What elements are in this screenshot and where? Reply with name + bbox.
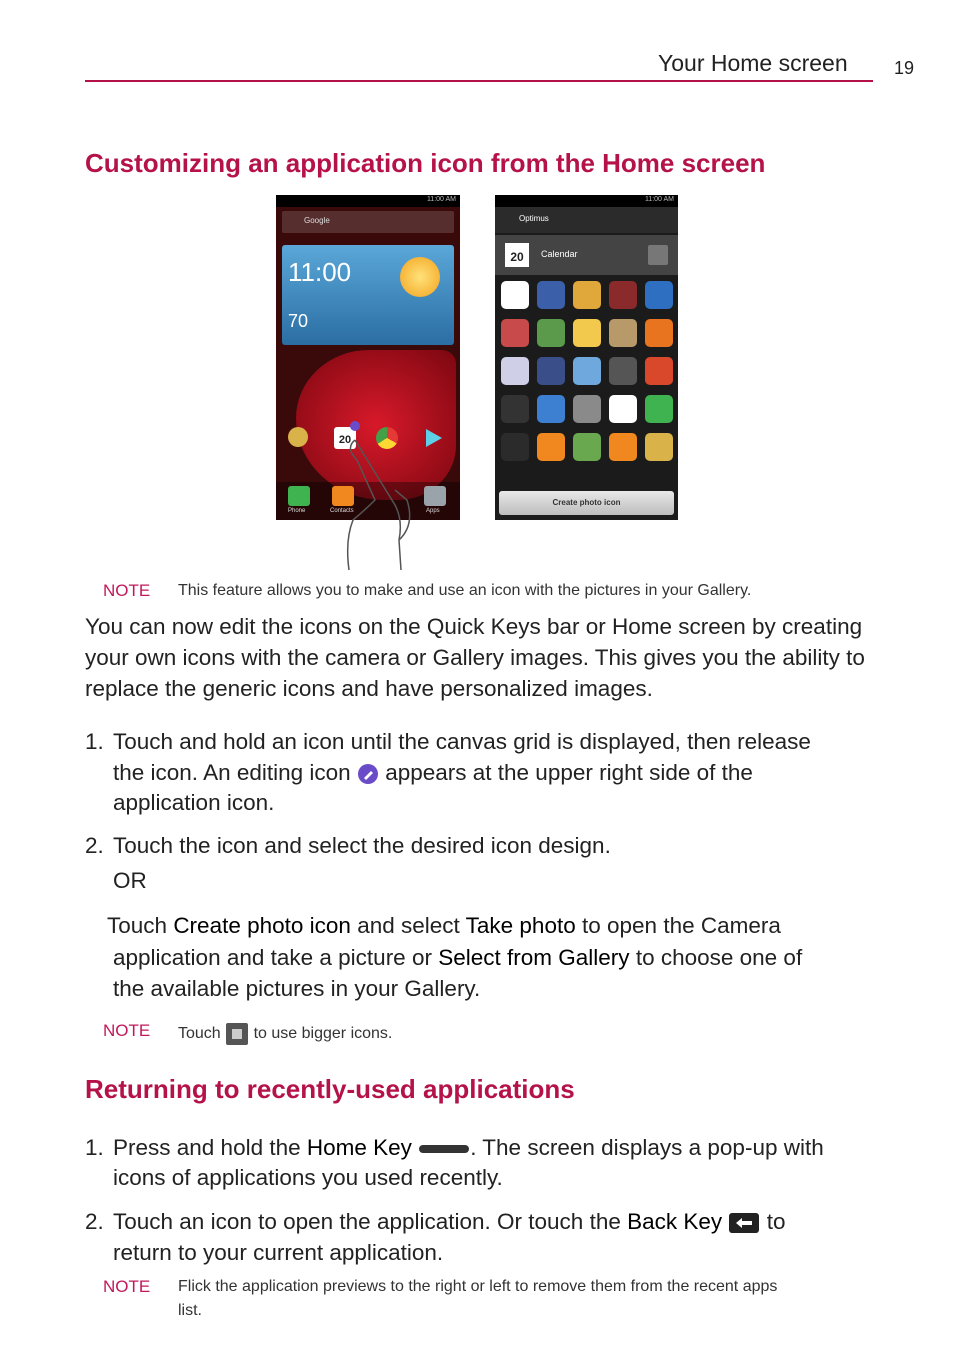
touch-hand-icon bbox=[335, 430, 445, 575]
step-text: application icon. bbox=[113, 790, 275, 815]
step-text: Touch Create photo icon and select Take photo to open the Camera bbox=[107, 913, 781, 938]
selected-app-row: 20 Calendar bbox=[495, 235, 678, 275]
app-icon bbox=[645, 281, 673, 309]
step-text: Touch and hold an icon until the canvas grid is displayed, then release bbox=[113, 729, 811, 754]
icon-picker-screenshot bbox=[495, 195, 678, 520]
status-bar: 11:00 AM bbox=[495, 195, 678, 207]
step-text: Touch the icon and select the desired icon design. bbox=[113, 833, 611, 858]
section-heading-recent-apps: Returning to recently-used applications bbox=[85, 1074, 575, 1104]
note-text: This feature allows you to make and use an icon with the pictures in your Gallery. bbox=[178, 582, 752, 599]
app-icon bbox=[609, 357, 637, 385]
step-text: the available pictures in your Gallery. bbox=[113, 976, 481, 1001]
app-icon bbox=[609, 319, 637, 347]
step-text: icons of applications you used recently. bbox=[113, 1165, 503, 1190]
back-key-icon bbox=[728, 1212, 760, 1234]
note-label: NOTE bbox=[103, 1021, 151, 1040]
step-number: 2. bbox=[85, 1209, 104, 1234]
search-bar: Google bbox=[282, 211, 454, 233]
app-icon bbox=[537, 357, 565, 385]
sun-icon bbox=[400, 257, 440, 297]
app-icon bbox=[573, 395, 601, 423]
status-bar: 11:00 AM bbox=[276, 195, 460, 207]
header-rule bbox=[85, 80, 873, 82]
app-icon bbox=[645, 319, 673, 347]
app-icon bbox=[645, 433, 673, 461]
step-number: 1. bbox=[85, 729, 104, 754]
app-icon bbox=[645, 395, 673, 423]
app-icon bbox=[573, 357, 601, 385]
note-label: NOTE bbox=[103, 581, 151, 600]
note-text: list. bbox=[178, 1302, 202, 1319]
app-icon bbox=[609, 433, 637, 461]
bigger-icons-toggle-icon bbox=[648, 245, 668, 265]
app-title-bar: Optimus bbox=[495, 207, 678, 233]
step-text: the icon. An editing icon appears at the upper right side of the bbox=[113, 760, 753, 785]
app-icon bbox=[288, 427, 308, 447]
app-icon bbox=[501, 357, 529, 385]
step-text: application and take a picture or Select from Gallery to choose one of bbox=[113, 945, 803, 970]
app-icon bbox=[537, 395, 565, 423]
calendar-app-icon: 20 bbox=[334, 427, 356, 449]
edit-icon bbox=[357, 763, 379, 785]
app-icon bbox=[537, 433, 565, 461]
step-number: 2. bbox=[85, 833, 104, 858]
note-text: Touch to use bigger icons. bbox=[178, 1022, 392, 1046]
app-icon bbox=[573, 281, 601, 309]
page-number: 19 bbox=[894, 58, 915, 78]
app-icon bbox=[501, 433, 529, 461]
note-text: Flick the application previews to the right or left to remove them from the recent apps bbox=[178, 1278, 778, 1295]
dock: Phone Contacts Apps bbox=[276, 482, 460, 520]
phone-icon bbox=[288, 486, 310, 506]
calendar-icon bbox=[501, 281, 529, 309]
app-icon bbox=[537, 281, 565, 309]
home-key-icon bbox=[418, 1142, 470, 1156]
app-icon bbox=[501, 319, 529, 347]
step-text: return to your current application. bbox=[113, 1240, 444, 1265]
note-label: NOTE bbox=[103, 1277, 151, 1296]
app-icon bbox=[573, 319, 601, 347]
app-icon bbox=[609, 395, 637, 423]
app-icon bbox=[537, 319, 565, 347]
create-photo-icon-button: Create photo icon bbox=[499, 491, 674, 515]
app-icon bbox=[501, 395, 529, 423]
or-text: OR bbox=[113, 868, 147, 893]
running-header: Your Home screen bbox=[658, 50, 848, 76]
bigger-icons-icon bbox=[225, 1022, 249, 1046]
step-text: Press and hold the Home Key . The screen displays a pop-up with bbox=[113, 1135, 824, 1160]
step-number: 1. bbox=[85, 1135, 104, 1160]
app-icon bbox=[573, 433, 601, 461]
section-heading-customizing: Customizing an application icon from the Home screen bbox=[85, 148, 766, 178]
weather-widget: 11:00 70 bbox=[282, 245, 454, 345]
app-icon bbox=[609, 281, 637, 309]
step-text: Touch an icon to open the application. Or touch the Back Key to bbox=[113, 1209, 786, 1234]
intro-paragraph: You can now edit the icons on the Quick Keys bar or Home screen by creating your own icons with the camera or Gallery images. This gives you the ability to replace the generic icons and have personalized images. bbox=[85, 614, 865, 701]
app-icon bbox=[645, 357, 673, 385]
